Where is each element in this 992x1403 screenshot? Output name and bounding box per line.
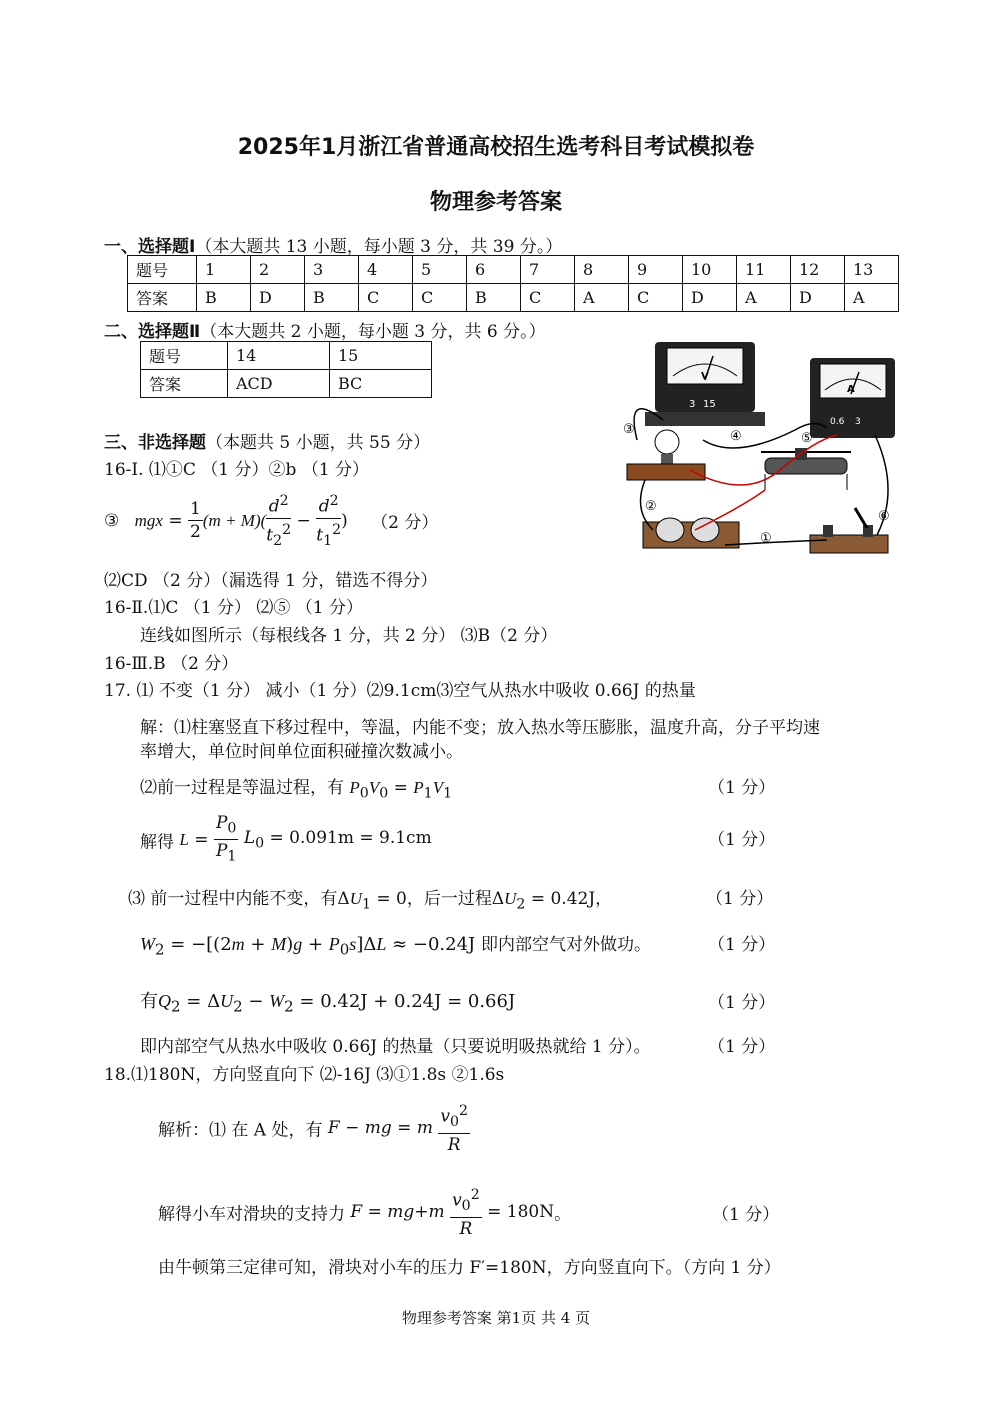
- answer-17-f: 即内部空气从热水中吸收 0.66J 的热量（只要说明吸热就给 1 分）。: [140, 1037, 651, 1057]
- battery-icon: [643, 518, 739, 548]
- answer-cell: C: [359, 284, 413, 312]
- answer-cell: B: [305, 284, 359, 312]
- ammeter-terminal-label: 3: [855, 417, 861, 427]
- answer-17-solution-2: 率增大，单位时间单位面积碰撞次数减小。: [140, 742, 463, 762]
- answer-cell: B: [197, 284, 251, 312]
- question-number-cell: 15: [330, 342, 432, 370]
- answer-18-a: 解析：⑴ 在 A 处，有 F − mg = m $\frac{v_0^2}{R}$: [158, 1100, 470, 1154]
- question-number-cell: 14: [228, 342, 330, 370]
- wire-label-5: ⑤: [801, 431, 813, 446]
- question-number-cell: 11: [737, 256, 791, 284]
- voltmeter-icon: [645, 342, 765, 426]
- question-number-cell: 12: [791, 256, 845, 284]
- answer-17-d: $W_2 = -[(2m + M)g + P_0s]\Delta L \approx -0.24J$ 即内部空气对外做功。: [140, 934, 651, 959]
- row-label-answer: 答案: [128, 284, 197, 312]
- answer-16-2: ⑵CD （2 分）（漏选得 1 分，错选不得分）: [104, 571, 438, 591]
- answer-16-1: 16-Ⅰ. ⑴①C （1 分）②b （1 分）: [104, 460, 370, 480]
- answer-18-b: 解得小车对滑块的支持力 F = mg+m $\frac{v_0^2}{R}$ = 180N。: [158, 1184, 571, 1238]
- question-number-cell: 2: [251, 256, 305, 284]
- answer-cell: A: [737, 284, 791, 312]
- answer-cell: A: [575, 284, 629, 312]
- rheostat-icon: [761, 448, 851, 490]
- section1-answer-table: [127, 255, 899, 312]
- question-number-cell: 9: [629, 256, 683, 284]
- points-17-c: （1 分）: [706, 889, 774, 909]
- points-17-e: （1 分）: [708, 993, 776, 1013]
- row-label-question: 题号: [128, 256, 197, 284]
- question-number-cell: 4: [359, 256, 413, 284]
- points-17-a: （1 分）: [708, 778, 776, 798]
- question-number-cell: 13: [845, 256, 899, 284]
- answer-17-e: 有$Q_2 = \Delta U_2 - W_2 = 0.42J + 0.24J = 0.66J$: [140, 991, 516, 1016]
- page-footer: 物理参考答案 第1页 共 4 页: [401, 1309, 591, 1327]
- section3-heading: 三、非选择题（本题共 5 小题，共 55 分）: [104, 433, 431, 453]
- section2-answer-table: [140, 341, 432, 398]
- answer-17-b: 解得 L = $\frac{P_0}{P_1}$ $L_0 = 0.091m = 9.1cm$: [140, 813, 432, 865]
- svg-text:V: V: [701, 371, 709, 382]
- answer-cell: C: [629, 284, 683, 312]
- question-number-cell: 8: [575, 256, 629, 284]
- page-title: 2025年1月浙江省普通高校招生选考科目考试模拟卷: [237, 135, 755, 160]
- answer-cell: C: [413, 284, 467, 312]
- wire-label-1: ①: [760, 531, 772, 546]
- switch-icon: [810, 508, 888, 553]
- answer-cell: C: [521, 284, 575, 312]
- question-number-cell: 7: [521, 256, 575, 284]
- answer-16-4: 连线如图所示（每根线各 1 分，共 2 分） ⑶B（2 分）: [140, 626, 558, 646]
- question-number-cell: 10: [683, 256, 737, 284]
- answer-cell: B: [467, 284, 521, 312]
- answer-17-a: ⑵前一过程是等温过程，有 $P_0V_0 = P_1V_1$: [140, 778, 453, 802]
- page-subtitle: 物理参考答案: [429, 190, 562, 215]
- answer-16-5: 16-Ⅲ.B （2 分）: [104, 654, 239, 674]
- answer-16-equation: ③ mgx = $\frac{1}{2}$ (m + M)( $\frac{d^2}{t_2^2}$ − $\frac{d^2}{t_1^2}$ ) （2 分）: [104, 490, 438, 550]
- circuit-diagram: [615, 330, 905, 565]
- answer-cell: D: [791, 284, 845, 312]
- answer-17-c: ⑶ 前一过程中内能不变，有$\Delta U_1 = 0$，后一过程$\Delta U_2 = 0.42J$，: [128, 889, 613, 913]
- ammeter-terminal-label: 0.6: [830, 417, 845, 427]
- points-17-f: （1 分）: [708, 1037, 776, 1057]
- voltmeter-terminal-label: 3: [689, 399, 696, 410]
- answer-17: 17. ⑴ 不变（1 分） 减小（1 分）⑵9.1cm⑶空气从热水中吸收 0.66J 的热量: [104, 681, 696, 701]
- question-number-cell: 3: [305, 256, 359, 284]
- points-17-d: （1 分）: [708, 935, 776, 955]
- answer-18: 18.⑴180N，方向竖直向下 ⑵-16J ⑶①1.8s ②1.6s: [104, 1065, 505, 1085]
- question-number-cell: 5: [413, 256, 467, 284]
- wire-label-2: ②: [645, 499, 657, 514]
- answer-cell: BC: [330, 370, 432, 398]
- question-number-cell: 1: [197, 256, 251, 284]
- svg-text:A: A: [847, 384, 855, 395]
- section1-heading: 一、选择题Ⅰ（本大题共 13 小题，每小题 3 分，共 39 分。）: [104, 237, 563, 257]
- answer-cell: ACD: [228, 370, 330, 398]
- row-label-question: 题号: [141, 342, 228, 370]
- answer-17-solution-1: 解：⑴柱塞竖直下移过程中，等温，内能不变；放入热水等压膨胀，温度升高，分子平均速: [140, 718, 820, 738]
- answer-cell: A: [845, 284, 899, 312]
- wire-label-6: ⑥: [878, 509, 890, 524]
- wire-label-3: ③: [623, 422, 635, 437]
- answer-16-3: 16-Ⅱ.⑴C （1 分） ⑵⑤ （1 分）: [104, 598, 363, 618]
- voltmeter-terminal-label: 15: [703, 399, 716, 410]
- row-label-answer: 答案: [141, 370, 228, 398]
- section2-heading: 二、选择题Ⅱ（本大题共 2 小题，每小题 3 分，共 6 分。）: [104, 322, 546, 342]
- answer-cell: D: [251, 284, 305, 312]
- wire-label-4: ④: [730, 429, 742, 444]
- answer-cell: D: [683, 284, 737, 312]
- points-17-b: （1 分）: [708, 830, 776, 850]
- question-number-cell: 6: [467, 256, 521, 284]
- points-18-b: （1 分）: [712, 1205, 780, 1225]
- answer-18-c: 由牛顿第三定律可知，滑块对小车的压力 F′=180N，方向竖直向下。（方向 1 分）: [158, 1258, 781, 1278]
